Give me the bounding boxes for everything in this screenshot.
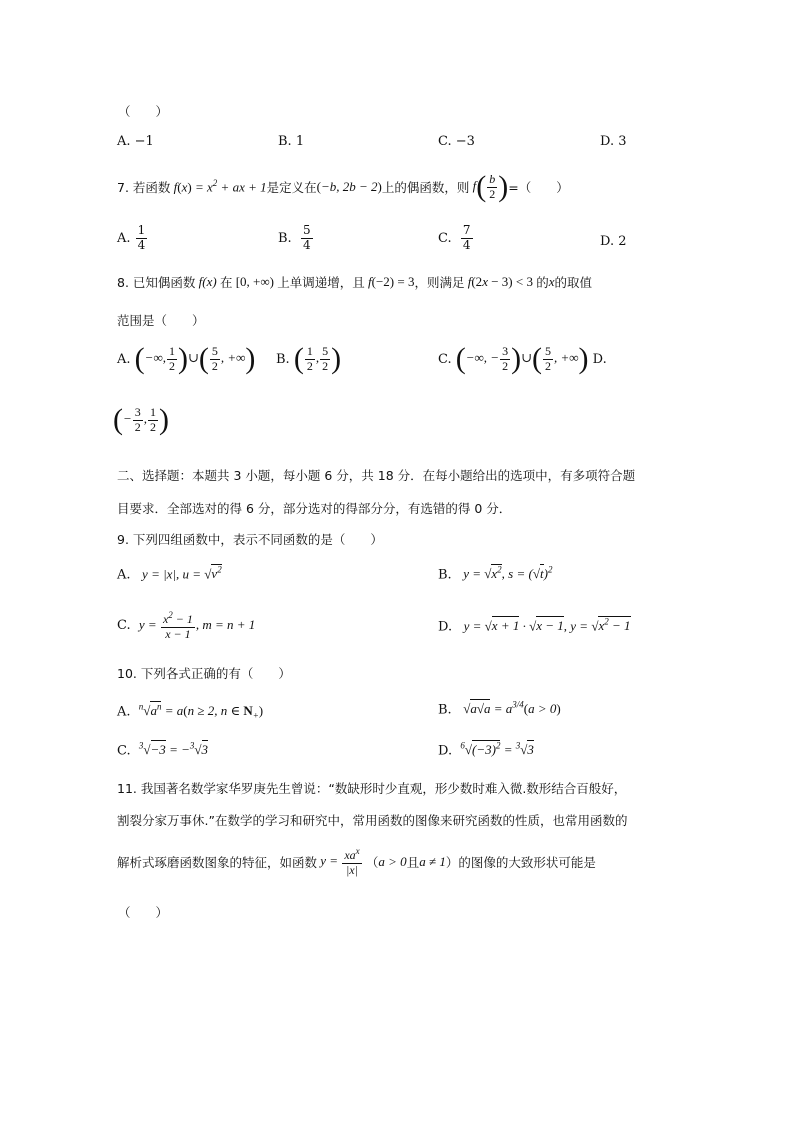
q7-option-c-fraction: $\frac{7}{4}$ <box>462 223 471 252</box>
q8-text-e: 的 <box>536 275 549 290</box>
q11-function: y = $\frac{xa^x}{|x|}$ <box>317 846 360 877</box>
q11-line4: （ ） <box>118 905 169 920</box>
q7-option-c-label: C. <box>438 230 452 246</box>
q11-cond-a: a > 0 <box>378 853 407 869</box>
q11-text-d: ）的图像的大致形状可能是 <box>445 854 596 870</box>
q8-option-d <box>113 405 169 435</box>
q10-option-d-label: D. <box>438 743 453 759</box>
q8-option-d-label: D. <box>592 351 607 367</box>
q8-x: x <box>548 274 555 289</box>
q9-option-c-expr: y = $\frac{x^2 - 1}{x - 1}$ , m = n + 1 <box>138 610 256 641</box>
q11-text-b: （ <box>365 854 379 870</box>
q9-stem: 9. 下列四组函数中，表示不同函数的是（ ） <box>117 532 383 547</box>
q11-line1: 11. 我国著名数学家华罗庚先生曾说：“数缺形时少直观，形少数时难入微.数形结合百般好， <box>117 781 627 796</box>
q9-option-d <box>438 617 631 634</box>
q7-option-a-label: A. <box>117 230 131 246</box>
q7-option-b-fraction: $\frac{5}{4}$ <box>302 223 311 252</box>
q11-text-c: 且 <box>406 854 420 870</box>
q10-option-c-label: C. <box>117 743 131 759</box>
q8-text-c: 上单调递增，且 <box>277 275 365 290</box>
q8-option-d-expr: (− $\frac{3}{2}$ , $\frac{1}{2}$ ) <box>113 403 170 436</box>
q8-inequality: f(2x − 3) < 3 <box>464 274 533 289</box>
q7-option-a <box>117 224 148 253</box>
q7-stem <box>117 172 569 202</box>
q7-function: $f(x) = x^2$ + ax + 1 <box>170 178 267 195</box>
q7-mid: 是定义在 <box>266 180 317 195</box>
q8-option-c-expr: (−∞, − $\frac{3}{2}$ )∪( $\frac{5}{2}$ , +∞) <box>455 342 589 375</box>
q9-option-b <box>438 565 552 582</box>
q6-option-d: D. 3 <box>600 134 627 149</box>
q8-stem-line2: 范围是（ ） <box>117 313 205 328</box>
q8-text-b: 在 <box>219 275 233 290</box>
q8-option-b <box>276 344 341 374</box>
q8-fx: f(x) <box>195 274 220 289</box>
q10-option-b-label: B. <box>438 702 452 718</box>
q10-option-c <box>117 741 208 758</box>
q10-option-d <box>438 741 534 758</box>
q9-option-c-label: C. <box>117 618 131 634</box>
q9-option-d-label: D. <box>438 619 453 635</box>
q8-text-f: 的取值 <box>554 275 593 290</box>
q8-text-a: 8. 已知偶函数 <box>117 275 196 290</box>
q6-option-a: A. −1 <box>117 134 154 149</box>
q8-option-a <box>117 344 255 374</box>
q8-condition: f(−2) = 3 <box>364 274 415 289</box>
q6-option-b: B. 1 <box>278 134 305 149</box>
q7-mid2: 上的偶函数，则 <box>381 180 470 195</box>
q7-option-b-label: B. <box>278 230 292 246</box>
q7-option-c <box>438 224 474 253</box>
q10-option-a <box>117 702 263 721</box>
q11-text-a: 解析式琢磨函数图象的特征，如函数 <box>117 854 318 870</box>
q7-interval: (−b, 2b − 2) <box>316 179 382 194</box>
q10-option-a-expr: $^n√a^n = a(n \ge 2$, n ∈ $N_+$) <box>138 702 264 721</box>
q8-option-a-expr: (−∞, $\frac{1}{2}$ )∪( $\frac{5}{2}$ , +∞) <box>134 342 256 375</box>
q9-option-a-label: A. <box>117 567 131 583</box>
q9-option-b-expr: $y = √x^2$, $s = (√t)^2$ <box>459 565 553 582</box>
q10-option-a-label: A. <box>117 704 131 720</box>
q8-option-a-label: A. <box>117 351 131 367</box>
q11-line3 <box>117 846 596 878</box>
section2-line1: 二、选择题：本题共 3 小题，每小题 6 分，共 18 分．在每小题给出的选项中，有多项符合题 <box>117 468 636 483</box>
q7-option-a-fraction: $\frac{1}{4}$ <box>137 223 146 252</box>
q6-tail: （ ） <box>118 104 169 119</box>
q7-number: 7. 若函数 <box>117 180 171 195</box>
q10-stem: 10. 下列各式正确的有（ ） <box>117 666 291 681</box>
q6-option-c: C. −3 <box>438 134 475 149</box>
q8-option-b-label: B. <box>276 351 290 367</box>
section2-line2: 目要求．全部选对的得 6 分，部分选对的得部分分，有选错的得 0 分． <box>117 501 512 516</box>
q7-tail: =（ ） <box>508 180 569 195</box>
q8-option-c <box>438 344 607 374</box>
q10-option-c-expr: $^3$√−3 = −$^3$√3 <box>138 741 208 758</box>
q9-option-c <box>117 610 255 642</box>
q8-option-c-label: C. <box>438 351 452 367</box>
q9-option-a-expr: y = |x|, $u = √v^2$ <box>138 565 222 582</box>
q10-option-b <box>438 700 561 717</box>
q10-option-d-expr: $^6√(-3)^2 = ^3√3$ <box>460 741 534 758</box>
q8-interval: [0, +∞) <box>235 274 274 289</box>
q7-option-b <box>278 224 314 253</box>
q9-option-a <box>117 565 222 582</box>
q11-line2: 割裂分家万事休.”在数学的学习和研究中，常用函数的图像来研究函数的性质，也常用函数的 <box>117 813 628 828</box>
q8-text-d: ，则满足 <box>414 275 465 290</box>
q9-option-d-expr: y = √x + 1 · √x − 1, $y = √x^2 - 1$ <box>460 617 631 634</box>
q11-cond-b: a ≠ 1 <box>419 853 446 869</box>
q8-stem-line1 <box>117 273 592 291</box>
q7-option-d: D. 2 <box>600 234 627 249</box>
q9-option-b-label: B. <box>438 567 452 583</box>
q8-option-b-expr: ( $\frac{1}{2}$ , $\frac{5}{2}$ ) <box>293 342 342 375</box>
q7-expression: f( $\frac{b}{2}$ ) <box>469 170 509 203</box>
q10-option-b-expr: $√a√a = a^{3/4}(a > 0)$ <box>463 700 561 717</box>
